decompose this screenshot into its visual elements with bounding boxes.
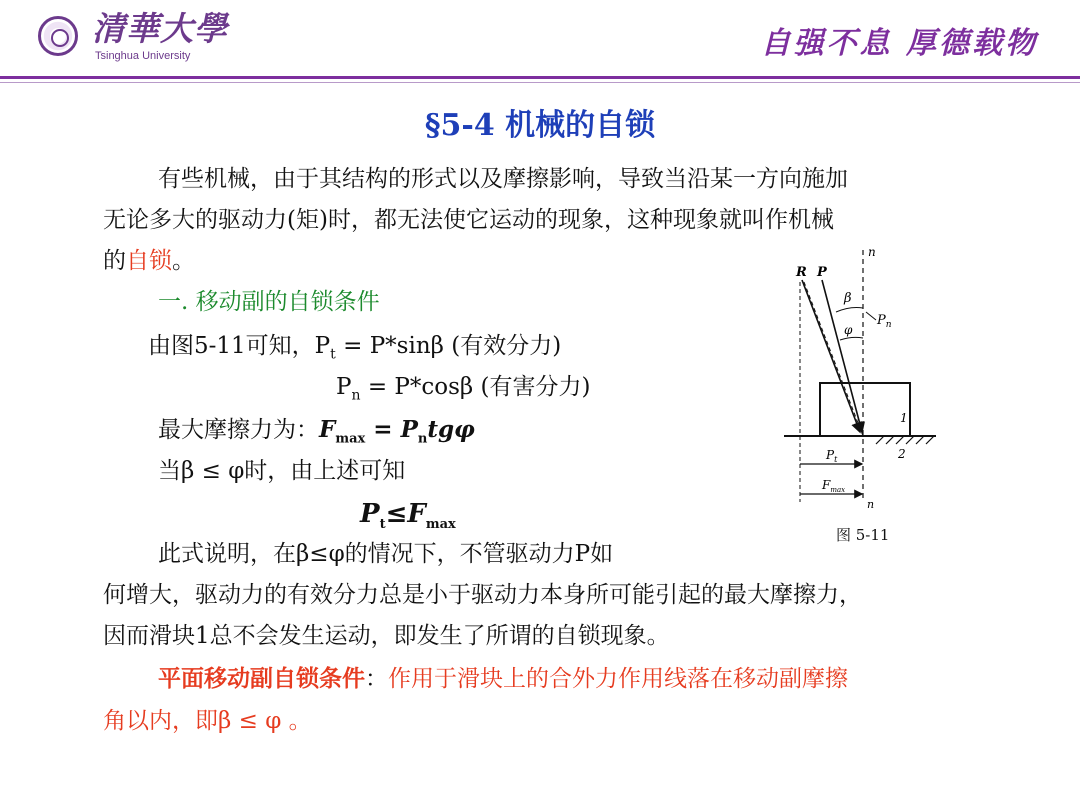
pn-pointer <box>866 312 876 320</box>
fmax-formula <box>319 416 475 447</box>
label-fmax <box>821 478 845 494</box>
university-motto: 自强不息 厚德载物 <box>760 26 1038 61</box>
slider-block-1 <box>820 383 910 436</box>
friction-cone-line <box>804 282 863 436</box>
friction-diagram <box>776 240 946 515</box>
pt-expression: = P*sinβ (有效分力) <box>335 333 562 359</box>
figure-5-11 <box>776 240 946 519</box>
fmax-pn-subscript: n <box>417 431 428 447</box>
label-phi: φ <box>844 323 853 337</box>
drive-p-arrow <box>822 280 862 432</box>
pt-subscript: t <box>330 346 336 363</box>
planar-condition-text-2: 角以内，即β ≤ φ 。 <box>103 708 312 734</box>
slide-header <box>0 0 1080 82</box>
label-fmax-sub: max <box>830 486 846 494</box>
university-seal-icon <box>38 16 78 56</box>
pn-prefix: P <box>336 374 352 400</box>
fmax-label: 最大摩擦力为： <box>158 417 319 443</box>
label-pt-main: P <box>826 448 835 462</box>
pn-expression: = P*cosβ (有害分力) <box>360 374 591 400</box>
figure-caption: 图 5-11 <box>836 526 890 544</box>
phi-arc <box>840 337 863 340</box>
fmax-pn: = P <box>365 416 418 443</box>
ineq-fmax: ≤F <box>385 499 426 529</box>
intro-line-2: 无论多大的驱动力(矩)时，都无法使它运动的现象，这种现象就叫作机械 <box>103 207 834 233</box>
label-pn <box>876 313 892 330</box>
planar-condition-text-1: 作用于滑块上的合外力作用线落在移动副摩擦 <box>388 666 848 692</box>
label-pt-sub: t <box>834 455 838 464</box>
intro-line-3-prefix: 的 <box>103 248 126 274</box>
ineq-pt-subscript: t <box>379 517 386 533</box>
planar-condition-line <box>158 662 848 696</box>
condition-line: 当β ≤ φ时，由上述可知 <box>158 458 406 484</box>
explain-line-1: 此式说明，在β≤φ的情况下，不管驱动力P如 <box>158 541 614 567</box>
label-p: P <box>817 265 827 280</box>
self-lock-inequality <box>360 497 456 542</box>
explain-line-3: 因而滑块1总不会发生运动，即发生了所谓的自锁现象。 <box>103 623 670 649</box>
label-ground: 2 <box>898 447 906 461</box>
section-heading: 一. 移动副的自锁条件 <box>158 289 380 315</box>
planar-condition-label: 平面移动副自锁条件 <box>158 665 365 692</box>
ineq-fmax-subscript: max <box>425 517 456 533</box>
label-n-bottom: n <box>867 498 875 511</box>
label-fmax-main: F <box>822 478 831 492</box>
label-pn-main: P <box>877 313 886 328</box>
ineq-pt: P <box>360 499 380 529</box>
explain-line-2: 何增大，驱动力的有效分力总是小于驱动力本身所可能引起的最大摩擦力， <box>103 582 862 608</box>
fmax-tg: tgφ <box>427 416 475 443</box>
label-r: R <box>796 265 807 280</box>
pn-subscript: n <box>351 387 361 404</box>
university-name-en: Tsinghua University <box>95 50 191 62</box>
pt-equation <box>148 329 561 372</box>
intro-line-1: 有些机械，由于其结构的形式以及摩擦影响，导致当沿某一方向施加 <box>158 166 848 192</box>
label-n-top: n <box>868 245 876 259</box>
header-divider-thin <box>0 82 1080 83</box>
intro-line-3 <box>103 244 195 278</box>
ground-hatch <box>876 436 934 444</box>
label-beta: β <box>844 291 852 306</box>
pn-equation <box>336 370 590 413</box>
header-divider <box>0 76 1080 79</box>
pt-prefix: 由图5-11可知，P <box>148 333 331 359</box>
label-pt <box>825 448 838 464</box>
planar-colon: ： <box>365 666 388 692</box>
self-lock-term: 自锁 <box>126 248 172 274</box>
label-pn-sub: n <box>885 320 892 330</box>
fmax-f: F <box>319 416 336 443</box>
intro-line-3-suffix: 。 <box>172 248 195 274</box>
label-block: 1 <box>900 411 908 425</box>
slide-title: §5-4 机械的自锁 <box>424 108 656 143</box>
fmax-f-subscript: max <box>335 431 366 447</box>
fmax-line <box>158 413 475 457</box>
university-name-cn: 清華大學 <box>92 9 228 48</box>
beta-arc <box>836 308 863 313</box>
